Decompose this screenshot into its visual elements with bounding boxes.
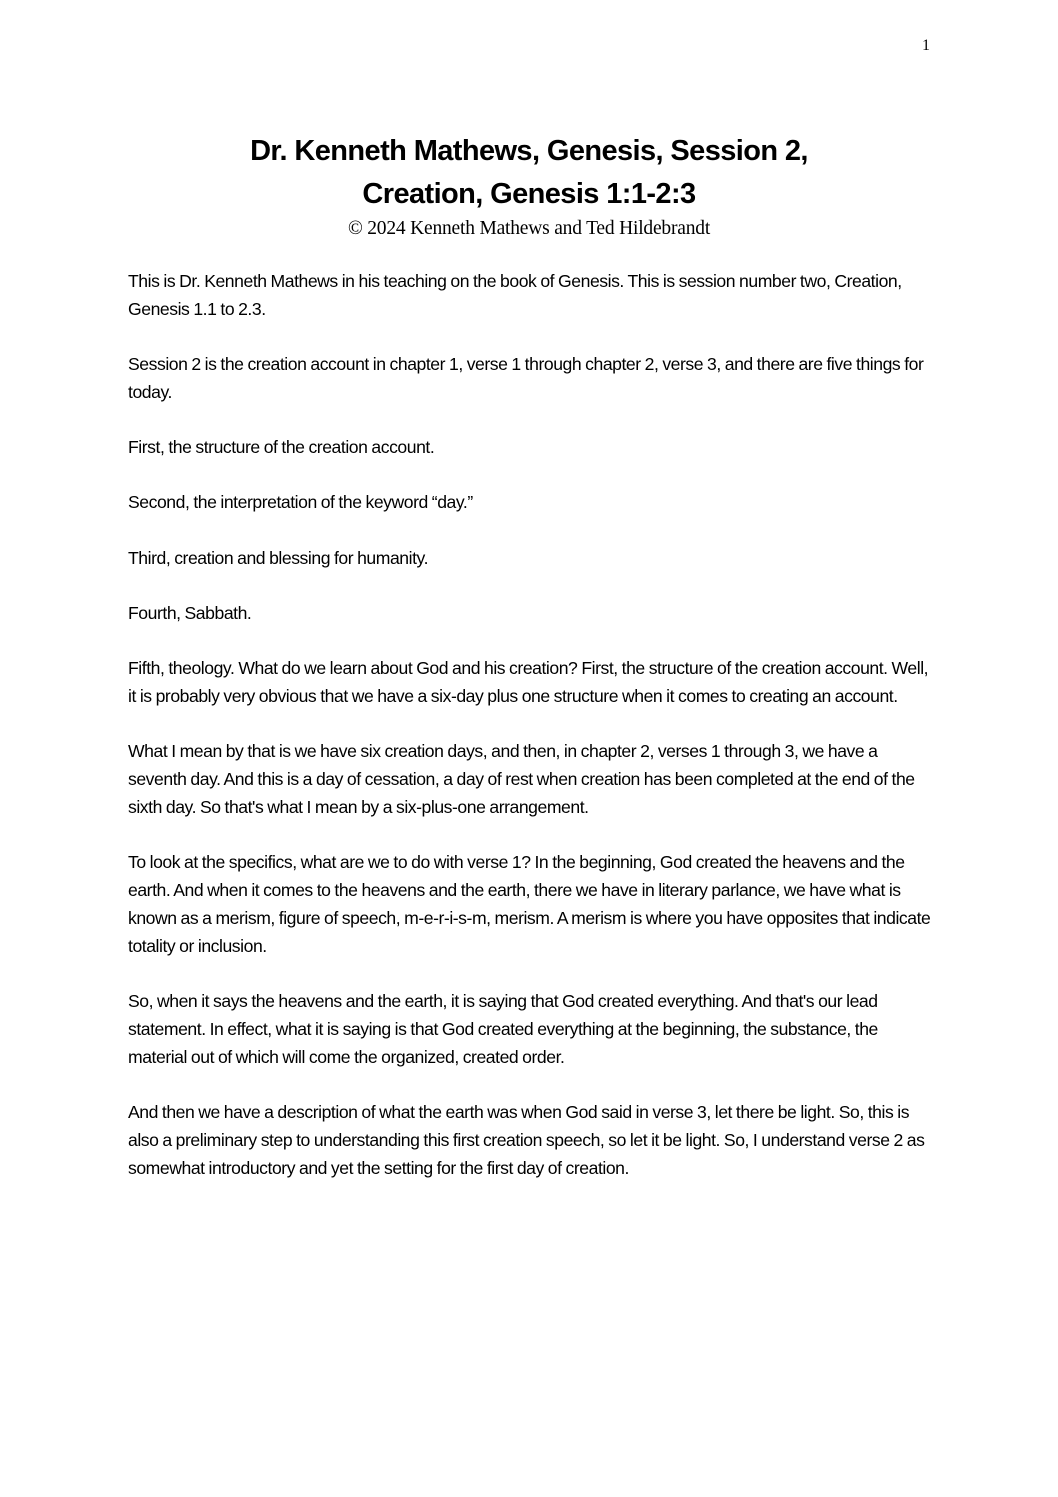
- paragraph-point-fourth: Fourth, Sabbath.: [128, 603, 252, 624]
- document-body: [128, 268, 938, 1210]
- paragraph-point-first: First, the structure of the creation account.: [128, 437, 435, 458]
- paragraph-six-plus-one: What I mean by that is we have six creation days, and then, in chapter 2, verses 1 through 3, we have a seventh day. And this is a day of cessation, a day of rest when creation has been completed at the end of the sixth day. So that's what I mean by a six-plus-one arrangement.: [128, 741, 915, 818]
- page-number: 1: [922, 37, 930, 54]
- paragraph-lead-statement: So, when it says the heavens and the earth, it is saying that God created everything. And that's our lead statement. In effect, what it is saying is that God created everything at the beginning, the substance, the material out of which will come the organized, created order.: [128, 991, 878, 1067]
- document-header: [0, 130, 1058, 242]
- paragraph-merism: To look at the specifics, what are we to do with verse 1? In the beginning, God created the heavens and the earth. And when it comes to the heavens and the earth, there we have in literary parlance, we have what is known as a merism, figure of speech, m-e-r-i-s-m, merism. A merism is where you have opposites that indicate totality or inclusion.: [128, 852, 931, 956]
- copyright-line: © 2024 Kenneth Mathews and Ted Hildebrandt: [347, 218, 711, 239]
- paragraph-point-second: Second, the interpretation of the keyword “day.”: [128, 492, 473, 513]
- title-line-1: Dr. Kenneth Mathews, Genesis, Session 2,: [250, 135, 808, 167]
- title-line-2: Creation, Genesis 1:1-2:3: [362, 178, 696, 210]
- document-title: [0, 130, 1058, 216]
- paragraph-point-fifth: Fifth, theology. What do we learn about God and his creation? First, the structure of the creation account. Well, it is probably very obvious that we have a six-day plus one structure when it comes to creating an account.: [128, 658, 929, 707]
- paragraph-intro: This is Dr. Kenneth Mathews in his teaching on the book of Genesis. This is session number two, Creation, Genesis 1.1 to 2.3.: [128, 271, 902, 319]
- paragraph-overview: Session 2 is the creation account in chapter 1, verse 1 through chapter 2, verse 3, and there are five things for today.: [128, 354, 924, 402]
- paragraph-point-third: Third, creation and blessing for humanity.: [128, 547, 429, 568]
- paragraph-verse-two: And then we have a description of what the earth was when God said in verse 3, let there be light. So, this is also a preliminary step to understanding this first creation speech, so let it be light. So, I understand verse 2 as somewhat introductory and yet the setting for the first day of creation.: [128, 1101, 925, 1178]
